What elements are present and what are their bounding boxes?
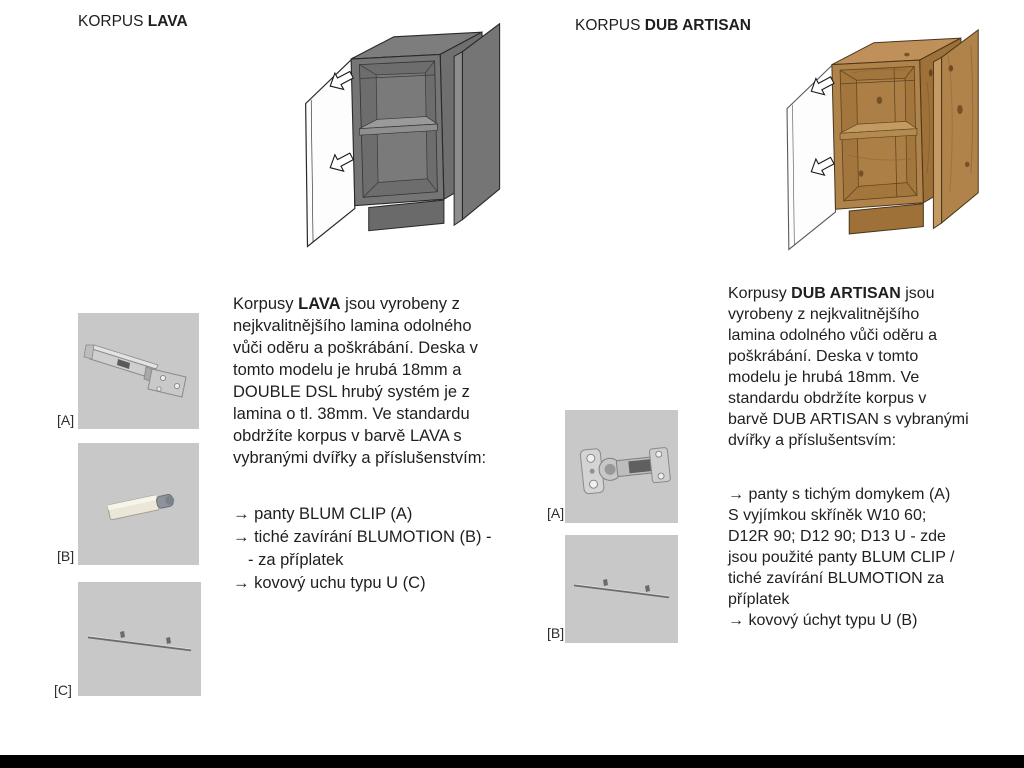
text-line: nejkvalitnějšího lamina odolného — [233, 317, 472, 335]
dub-item-image-a — [565, 410, 678, 523]
side-panel — [454, 24, 499, 225]
lava-item-image-b — [78, 443, 199, 565]
text-run: Korpusy — [728, 285, 792, 302]
text-line: lamina odolného vůči oděru a — [728, 327, 938, 344]
lava-item-image-c — [78, 582, 201, 696]
brand-name: LAVA — [298, 295, 341, 313]
heading-prefix: KORPUS — [78, 13, 148, 30]
text-line: poškrábání. Deska v tomto — [728, 348, 919, 365]
lava-cabinet-illustration — [288, 6, 520, 268]
dub-artisan-cabinet-illustration — [765, 18, 1003, 265]
side-panel — [933, 30, 978, 229]
text-run: Korpusy — [233, 295, 299, 313]
text-run: jsou — [900, 285, 935, 302]
dub-item-image-b — [565, 535, 678, 643]
text-line: DOUBLE DSL hrubý systém je z — [233, 383, 470, 401]
bullet-line: - za příplatek — [248, 551, 344, 569]
cabinet-plinth — [849, 204, 923, 234]
dub-artisan-description — [728, 283, 969, 451]
bullet-line: jsou použité panty BLUM CLIP / — [728, 549, 955, 566]
bullet-line: D12R 90; D12 90; D13 U - zde — [728, 528, 946, 545]
item-label-b: [B] — [57, 548, 75, 564]
text-run: jsou vyrobeny z — [340, 295, 460, 313]
text-line: standardu obdržíte korpus v — [728, 390, 927, 407]
item-label-b: [B] — [547, 625, 565, 641]
u-handle-icon — [565, 535, 678, 643]
text-line: modelu je hrubá 18mm. Ve — [728, 369, 920, 386]
text-line: barvě DUB ARTISAN s vybranými — [728, 411, 969, 428]
brand-name: DUB ARTISAN — [791, 285, 901, 302]
item-label-a: [A] — [57, 412, 75, 428]
u-handle-icon — [78, 582, 201, 696]
text-line — [233, 293, 486, 315]
dub-artisan-heading — [575, 17, 751, 35]
heading-prefix: KORPUS — [575, 17, 645, 34]
text-line: vyrobeny z nejkvalitnějšího — [728, 306, 920, 323]
item-label-a: [A] — [547, 505, 565, 521]
text-line — [728, 283, 969, 304]
bullet-line: → panty BLUM CLIP (A) — [233, 505, 413, 523]
text-line: tomto modelu je hrubá 18mm a — [233, 361, 462, 379]
heading-brand: DUB ARTISAN — [644, 17, 751, 34]
item-label-c: [C] — [54, 682, 72, 698]
bullet-line: → kovový uchu typu U (C) — [233, 574, 426, 592]
bullet-line: → kovový úchyt typu U (B) — [728, 612, 918, 629]
bullet-line: → panty s tichým domykem (A) — [728, 486, 951, 503]
text-line: vybranými dvířky a příslušenstvím: — [233, 449, 487, 467]
bullet-line: příplatek — [728, 591, 790, 608]
dub-artisan-bullet-list — [728, 484, 955, 631]
text-line: vůči oděru a poškrábání. Deska v — [233, 339, 478, 357]
bullet-line: → tiché zavírání BLUMOTION (B) - — [233, 528, 492, 546]
text-line: obdržíte korpus v barvě LAVA s — [233, 427, 462, 445]
blumotion-damper-icon — [78, 443, 199, 565]
heading-brand: LAVA — [147, 13, 188, 30]
cabinet-plinth — [369, 200, 444, 231]
text-line: lamina o tl. 38mm. Ve standardu — [233, 405, 470, 423]
lava-description — [233, 293, 486, 469]
lava-bullet-list — [233, 503, 492, 595]
soft-close-hinge-icon — [565, 410, 678, 523]
bottom-black-bar — [0, 755, 1024, 768]
bullet-line: S vyjímkou skříněk W10 60; — [728, 507, 927, 524]
blum-clip-hinge-icon — [78, 313, 199, 429]
text-line: dvířky a příslušentsvím: — [728, 432, 897, 449]
lava-item-image-a — [78, 313, 199, 429]
bullet-line: tiché zavírání BLUMOTION za — [728, 570, 945, 587]
lava-heading — [78, 13, 188, 31]
